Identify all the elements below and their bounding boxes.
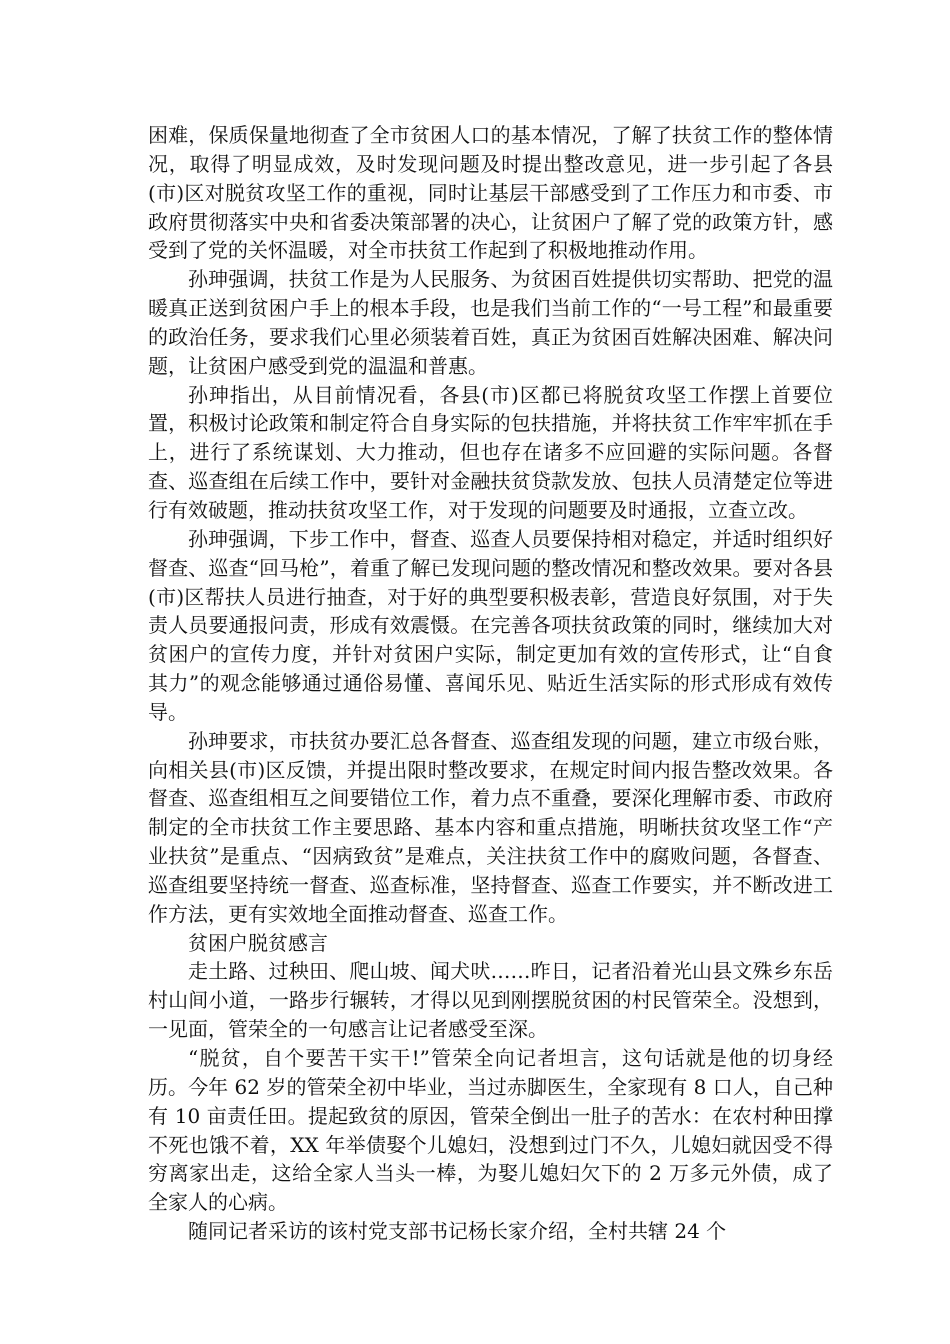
paragraph-4: 孙珅强调，下步工作中，督查、巡查人员要保持相对稳定，并适时组织好督查、巡查“回马枪”，着重了解已发现问题的整改情况和整改效果。要对各县(市)区帮扶人员进行抽查，对于好的典型要积极表彰，营造良好氛围，对于失责人员要通报问责，形成有效震慑。在完善各项扶贫政策的同时，继续加大对贫困户的宣传力度，并针对贫困户实际，制定更加有效的宣传形式，让“自食其力”的观念能够通过通俗易懂、喜闻乐见、贴近生活实际的形式形成有效传导。 <box>148 526 833 724</box>
paragraph-2: 孙珅强调，扶贫工作是为人民服务、为贫困百姓提供切实帮助、把党的温暖真正送到贫困户手上的根本手段，也是我们当前工作的“一号工程”和最重要的政治任务，要求我们心里必须装着百姓，真正为贫困百姓解决困难、解决问题，让贫困户感受到党的温温和普惠。 <box>148 267 833 378</box>
document-page <box>148 121 833 1246</box>
paragraph-1: 困难，保质保量地彻查了全市贫困人口的基本情况，了解了扶贫工作的整体情况，取得了明显成效，及时发现问题及时提出整改意见，进一步引起了各县(市)区对脱贫攻坚工作的重视，同时让基层干部感受到了工作压力和市委、市政府贯彻落实中央和省委决策部署的决心，让贫困户了解了党的政策方针，感受到了党的关怀温暖，对全市扶贫工作起到了积极地推动作用。 <box>148 123 833 263</box>
paragraph-8: “脱贫，自个要苦干实干!”管荣全向记者坦言，这句话就是他的切身经历。今年 62 岁的管荣全初中毕业，当过赤脚医生，全家现有 8 口人，自己种有 10 亩责任田。提起致贫的原因，管荣全倒出一肚子的苦水：在农村种田撑不死也饿不着，XX 年举债娶个儿媳妇，没想到过门不久，儿媳妇就因受不得穷离家出走，这给全家人当头一棒，为娶儿媳妇欠下的 2 万多元外债，成了全家人的心病。 <box>148 1046 833 1215</box>
paragraph-7: 走土路、过秧田、爬山坡、闻犬吠……昨日，记者沿着光山县文殊乡东岳村山间小道，一路步行辗转，才得以见到刚摆脱贫困的村民管荣全。没想到，一见面，管荣全的一句感言让记者感受至深。 <box>148 959 833 1042</box>
paragraph-3: 孙珅指出，从目前情况看，各县(市)区都已将脱贫攻坚工作摆上首要位置，积极讨论政策和制定符合自身实际的包扶措施，并将扶贫工作牢牢抓在手上，进行了系统谋划、大力推动，但也存在诸多不应回避的实际问题。各督查、巡查组在后续工作中，要针对金融扶贫贷款发放、包扶人员清楚定位等进行有效破题，推动扶贫攻坚工作，对于发现的问题要及时通报，立查立改。 <box>148 382 833 522</box>
section-heading: 贫困户脱贫感言 <box>188 930 328 955</box>
paragraph-9: 随同记者采访的该村党支部书记杨长家介绍，全村共辖 24 个 <box>188 1219 727 1244</box>
paragraph-5: 孙珅要求，市扶贫办要汇总各督查、巡查组发现的问题，建立市级台账，向相关县(市)区反馈，并提出限时整改要求，在规定时间内报告整改效果。各督查、巡查组相互之间要错位工作，着力点不重叠，要深化理解市委、市政府制定的全市扶贫工作主要思路、基本内容和重点措施，明晰扶贫攻坚工作“产业扶贫”是重点、“因病致贫”是难点，关注扶贫工作中的腐败问题，各督查、巡查组要坚持统一督查、巡查标准，坚持督查、巡查工作要实，并不断改进工作方法，更有实效地全面推动督查、巡查工作。 <box>148 728 833 926</box>
